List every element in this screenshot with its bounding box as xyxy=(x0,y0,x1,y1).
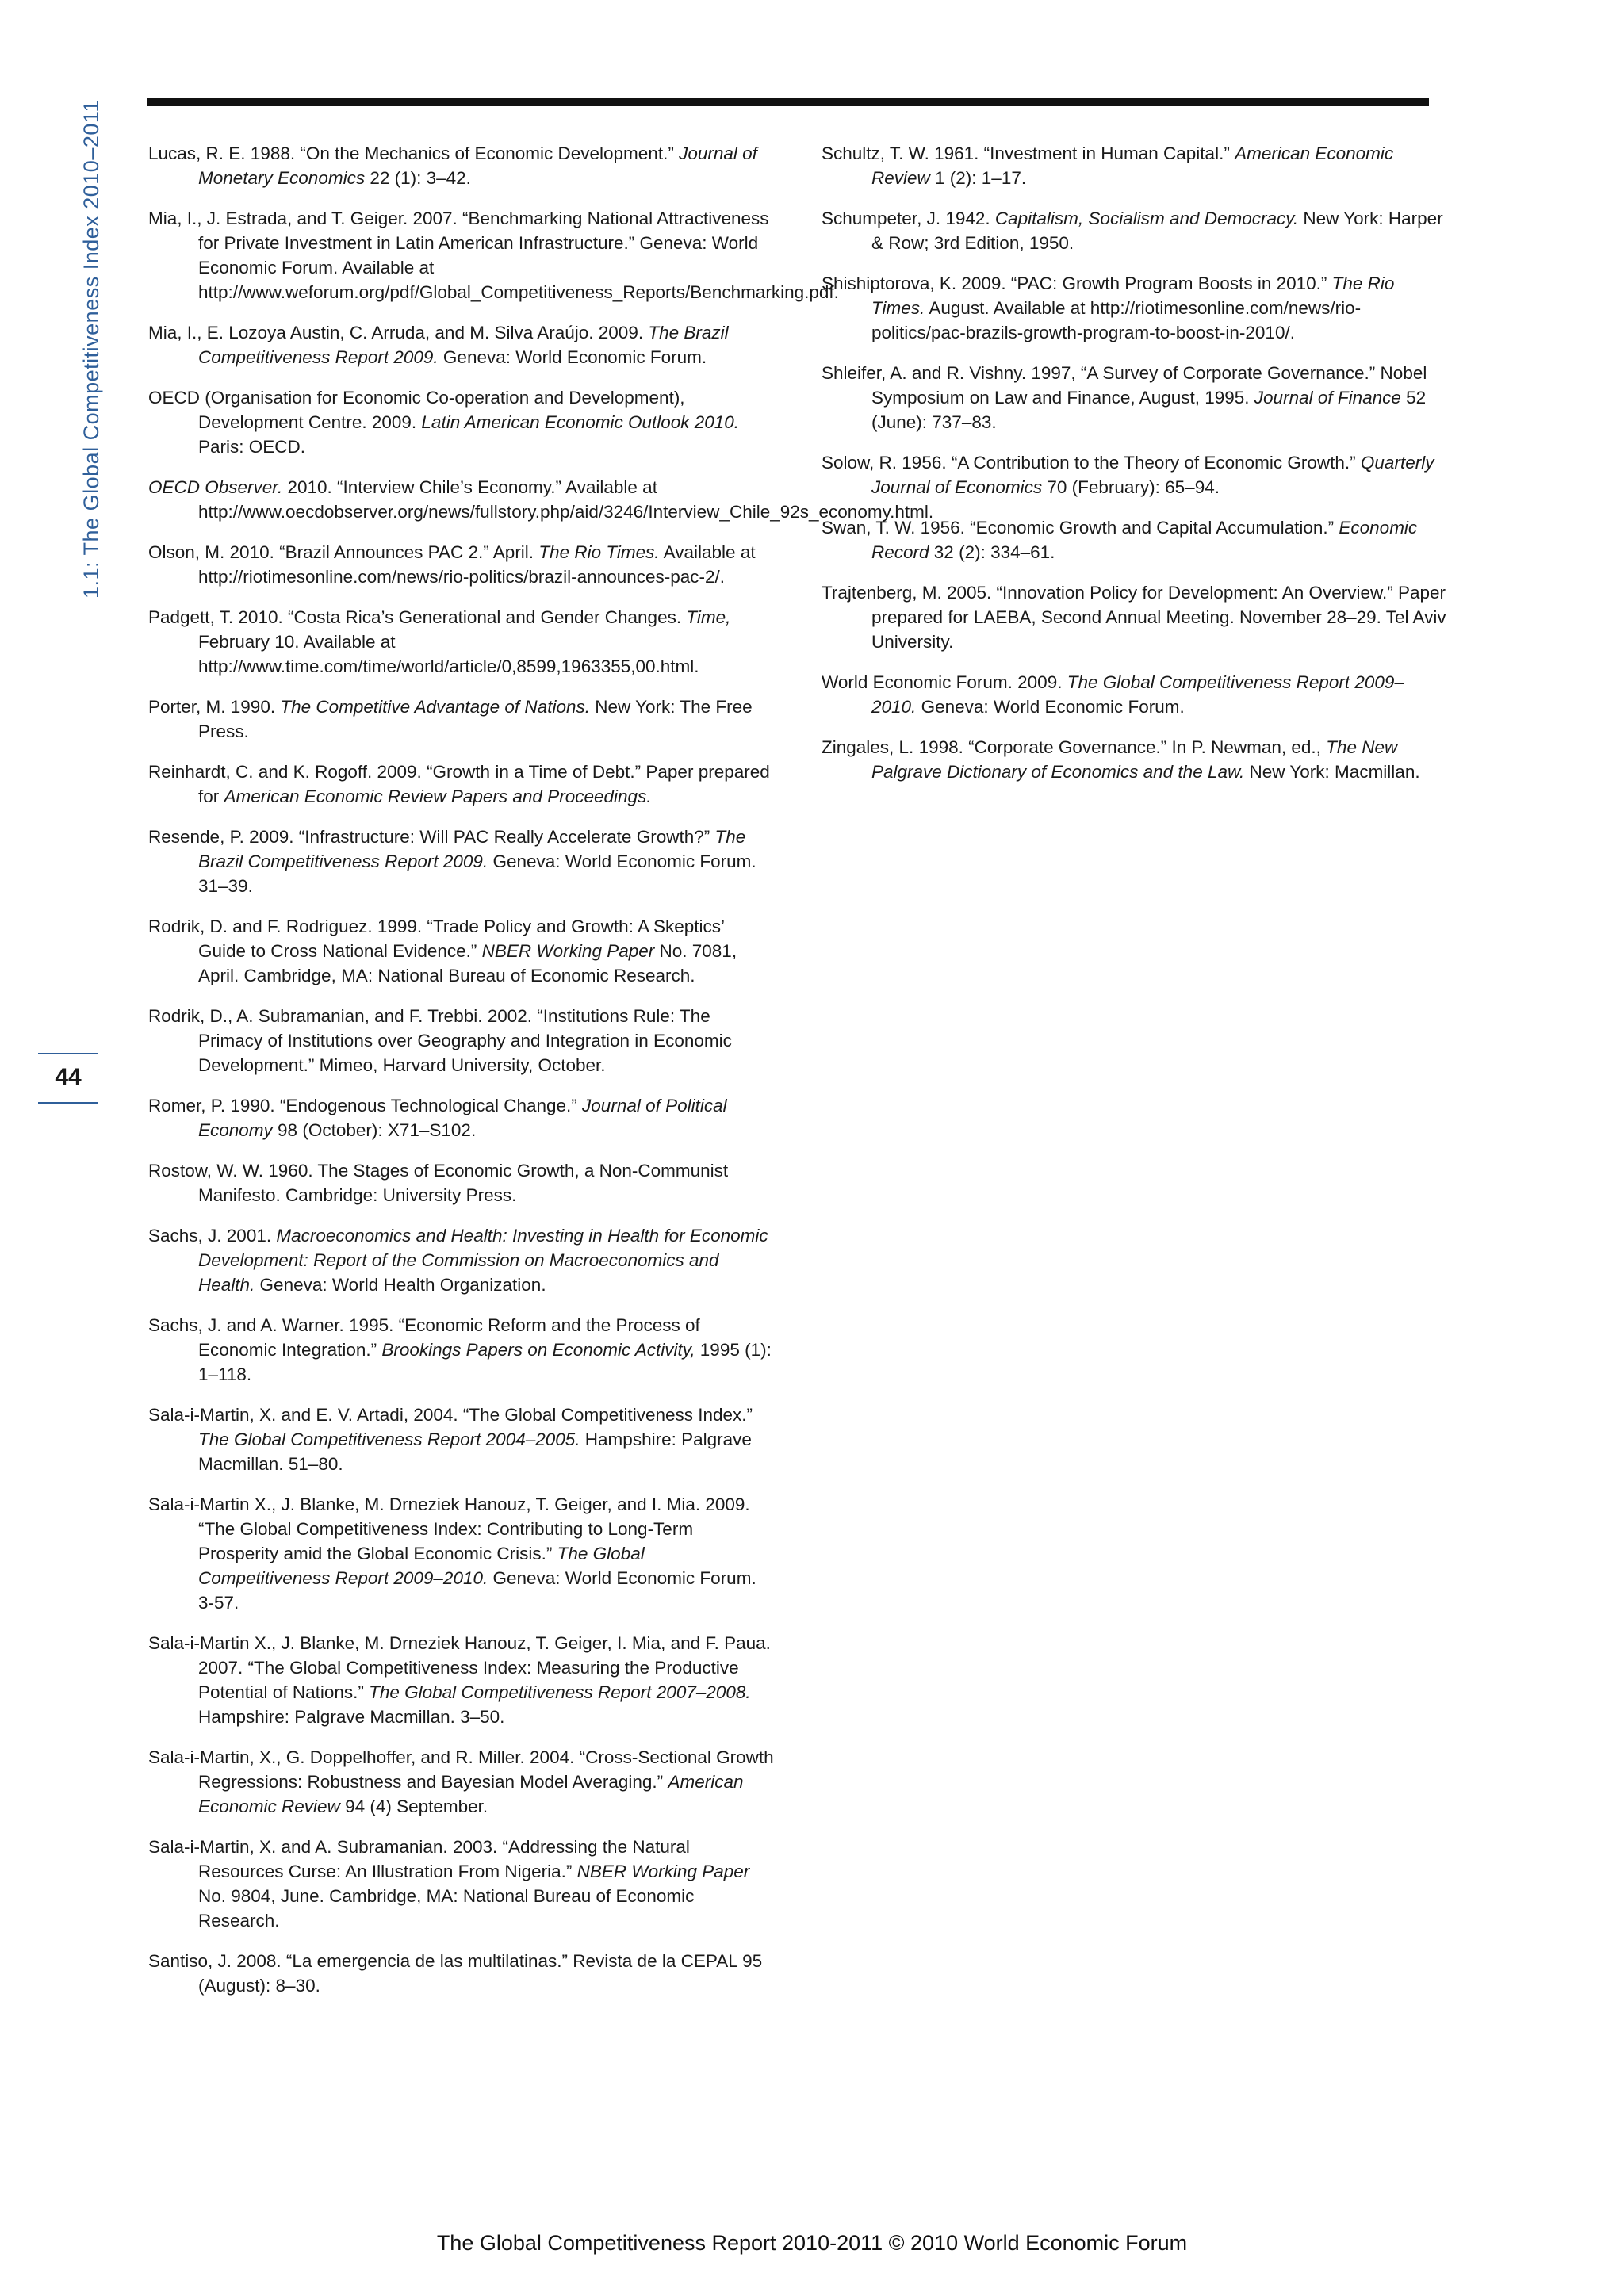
reference-text: OECD (Organisation for Economic Co-operation and Development), Development Centre. 2009. xyxy=(148,388,685,432)
reference-title-italic: NBER Working Paper xyxy=(481,941,655,961)
reference-text: Schultz, T. W. 1961. “Investment in Human Capital.” xyxy=(822,144,1235,163)
reference-entry xyxy=(148,1004,775,1077)
reference-entry xyxy=(148,914,775,988)
reference-text: Padgett, T. 2010. “Costa Rica’s Generational and Gender Changes. xyxy=(148,607,687,627)
reference-title-italic: The Competitive Advantage of Nations. xyxy=(280,697,590,717)
reference-title-italic: Journal of Finance xyxy=(1254,388,1401,408)
reference-text: 94 (4) September. xyxy=(339,1797,488,1816)
reference-title-italic: American Economic Review xyxy=(198,1772,744,1816)
reference-text: New York: The Free Press. xyxy=(198,697,753,741)
reference-title-italic: Time, xyxy=(686,607,731,627)
reference-title-italic: The Brazil Competitiveness Report 2009. xyxy=(198,323,729,367)
reference-entry xyxy=(148,385,775,459)
reference-entry xyxy=(148,540,775,589)
reference-text: 98 (October): X71–S102. xyxy=(272,1120,477,1140)
reference-text: Sala-i-Martin, X. and A. Subramanian. 2003. “Addressing the Natural Resources Curse: An Illustration From Nigeria.” xyxy=(148,1837,690,1881)
reference-text: No. 9804, June. Cambridge, MA: National Bureau of Economic Research. xyxy=(198,1886,695,1931)
references-right-column xyxy=(822,141,1448,800)
reference-text: Geneva: World Economic Forum. xyxy=(438,347,707,367)
reference-text: Rostow, W. W. 1960. The Stages of Economic Growth, a Non-Communist Manifesto. Cambridge: University Press. xyxy=(148,1161,729,1205)
running-title: 1.1: The Global Competitiveness Index 2010–2011 xyxy=(79,100,103,599)
reference-text: February 10. Available at http://www.time.com/time/world/article/0,8599,1963355,00.html. xyxy=(198,632,699,676)
reference-entry xyxy=(822,206,1448,255)
reference-title-italic: Quarterly Journal of Economics xyxy=(871,453,1434,497)
reference-text: Santiso, J. 2008. “La emergencia de las multilatinas.” Revista de la CEPAL 95 (August): 8–30. xyxy=(148,1951,763,1996)
reference-text: Geneva: World Economic Forum. 31–39. xyxy=(198,851,756,896)
reference-text: Geneva: World Economic Forum. xyxy=(916,697,1185,717)
reference-text: New York: Harper & Row; 3rd Edition, 1950. xyxy=(871,209,1443,253)
reference-entry xyxy=(822,670,1448,719)
reference-entry xyxy=(148,141,775,190)
reference-text: Swan, T. W. 1956. “Economic Growth and Capital Accumulation.” xyxy=(822,518,1339,538)
reference-title-italic: OECD Observer. xyxy=(148,477,283,497)
reference-text: Rodrik, D., A. Subramanian, and F. Trebbi. 2002. “Institutions Rule: The Primacy of Institutions over Geography and Integration in Economic Development.” Mimeo, Harvard University, October. xyxy=(148,1006,732,1075)
reference-entry xyxy=(822,580,1448,654)
reference-text: Sachs, J. and A. Warner. 1995. “Economic Reform and the Process of Economic Integration.” xyxy=(148,1315,700,1360)
page-footer: The Global Competitiveness Report 2010-2011 © 2010 World Economic Forum xyxy=(436,2231,1188,2255)
reference-entry xyxy=(148,206,839,304)
reference-entry xyxy=(148,1835,775,1933)
reference-entry xyxy=(148,1158,775,1207)
reference-entry xyxy=(148,1093,775,1142)
reference-title-italic: The Global Competitiveness Report 2009–2010. xyxy=(871,672,1404,717)
reference-text: August. Available at http://riotimesonline.com/news/rio-politics/pac-brazils-growth-program-to-boost-in-2010/. xyxy=(871,298,1362,342)
reference-text: 2010. “Interview Chile’s Economy.” Available at http://www.oecdobserver.org/news/fullstory.php/aid/3246/Interview_Chile_92s_economy.html. xyxy=(198,477,934,522)
reference-title-italic: The Global Competitiveness Report 2009–2010. xyxy=(198,1544,645,1588)
reference-text: Paris: OECD. xyxy=(198,437,306,457)
reference-entry xyxy=(148,605,775,679)
reference-text: Hampshire: Palgrave Macmillan. 3–50. xyxy=(198,1707,505,1727)
reference-title-italic: Economic Record xyxy=(871,518,1418,562)
reference-text: Romer, P. 1990. “Endogenous Technological Change.” xyxy=(148,1096,583,1115)
reference-entry xyxy=(148,1313,775,1387)
reference-text: Sala-i-Martin X., J. Blanke, M. Drneziek Hanouz, T. Geiger, and I. Mia. 2009. “The Global Competitiveness Index: Contributing to Long-Term Prosperity amid the Global Economic Crisis.” xyxy=(148,1494,750,1563)
reference-entry xyxy=(822,735,1448,784)
reference-text: 32 (2): 334–61. xyxy=(929,542,1055,562)
reference-entry xyxy=(822,141,1448,190)
reference-entry xyxy=(822,361,1448,434)
reference-title-italic: The New Palgrave Dictionary of Economics and the Law. xyxy=(871,737,1398,782)
reference-text: Sachs, J. 2001. xyxy=(148,1226,277,1246)
reference-text: Reinhardt, C. and K. Rogoff. 2009. “Growth in a Time of Debt.” Paper prepared for xyxy=(148,762,770,806)
reference-title-italic: American Economic Review Papers and Proceedings. xyxy=(224,786,652,806)
reference-title-italic: The Rio Times. xyxy=(871,274,1395,318)
reference-entry xyxy=(148,1223,775,1297)
reference-entry xyxy=(148,695,775,744)
reference-text: Solow, R. 1956. “A Contribution to the Theory of Economic Growth.” xyxy=(822,453,1361,473)
reference-title-italic: Macroeconomics and Health: Investing in Health for Economic Development: Report of the Commission on Macroeconomics and Health. xyxy=(198,1226,768,1295)
reference-text: 52 (June): 737–83. xyxy=(871,388,1427,432)
reference-title-italic: NBER Working Paper xyxy=(576,1862,750,1881)
reference-title-italic: The Global Competitiveness Report 2004–2005. xyxy=(198,1429,580,1449)
reference-entry xyxy=(148,1492,775,1615)
reference-text: Geneva: World Economic Forum. 3-57. xyxy=(198,1568,756,1613)
reference-text: Trajtenberg, M. 2005. “Innovation Policy for Development: An Overview.” Paper prepared for LAEBA, Second Annual Meeting. November 28–29. Tel Aviv University. xyxy=(822,583,1446,652)
reference-text: 22 (1): 3–42. xyxy=(365,168,471,188)
reference-text: Olson, M. 2010. “Brazil Announces PAC 2.” April. xyxy=(148,542,539,562)
page-number-rule-top xyxy=(38,1053,98,1054)
page-number-rule-bottom xyxy=(38,1102,98,1104)
reference-title-italic: Journal of Political Economy xyxy=(198,1096,727,1140)
reference-entry xyxy=(148,1949,775,1998)
page-number: 44 xyxy=(55,1064,82,1090)
reference-text: Hampshire: Palgrave Macmillan. 51–80. xyxy=(198,1429,752,1474)
reference-text: Sala-i-Martin, X., G. Doppelhoffer, and R. Miller. 2004. “Cross-Sectional Growth Regressions: Robustness and Bayesian Model Averaging.” xyxy=(148,1747,774,1792)
reference-text: 1 (2): 1–17. xyxy=(929,168,1027,188)
reference-title-italic: The Rio Times. xyxy=(538,542,660,562)
reference-entry xyxy=(148,475,934,524)
reference-text: Lucas, R. E. 1988. “On the Mechanics of Economic Development.” xyxy=(148,144,680,163)
reference-text: New York: Macmillan. xyxy=(1244,762,1420,782)
top-rule xyxy=(147,98,1429,106)
reference-text: Mia, I., J. Estrada, and T. Geiger. 2007. “Benchmarking National Attractiveness for Private Investment in Latin American Infrastructure.” Geneva: World Economic Forum. Available at http://www.weforum.org/pdf/Global_Competitiveness_Reports/Benchmarking.pdf. xyxy=(148,209,839,302)
reference-text: 70 (February): 65–94. xyxy=(1042,477,1220,497)
reference-text: Shishiptorova, K. 2009. “PAC: Growth Program Boosts in 2010.” xyxy=(822,274,1332,293)
reference-text: Rodrik, D. and F. Rodriguez. 1999. “Trade Policy and Growth: A Skeptics’ Guide to Cross National Evidence.” xyxy=(148,916,725,961)
reference-text: World Economic Forum. 2009. xyxy=(822,672,1067,692)
reference-text: Resende, P. 2009. “Infrastructure: Will PAC Really Accelerate Growth?” xyxy=(148,827,715,847)
reference-entry xyxy=(822,515,1448,564)
reference-text: Mia, I., E. Lozoya Austin, C. Arruda, and M. Silva Araújo. 2009. xyxy=(148,323,649,342)
reference-text: Geneva: World Health Organization. xyxy=(255,1275,546,1295)
reference-text: Porter, M. 1990. xyxy=(148,697,281,717)
reference-text: Sala-i-Martin, X. and E. V. Artadi, 2004. “The Global Competitiveness Index.” xyxy=(148,1405,753,1425)
reference-title-italic: Journal of Monetary Economics xyxy=(198,144,757,188)
reference-text: Shleifer, A. and R. Vishny. 1997, “A Survey of Corporate Governance.” Nobel Symposium on Law and Finance, August, 1995. xyxy=(822,363,1427,408)
reference-entry xyxy=(148,1745,775,1819)
reference-text: 1995 (1): 1–118. xyxy=(198,1340,772,1384)
reference-text: Sala-i-Martin X., J. Blanke, M. Drneziek Hanouz, T. Geiger, I. Mia, and F. Paua. 2007. “The Global Competitiveness Index: Measuring the Productive Potential of Nations.” xyxy=(148,1633,771,1702)
reference-title-italic: American Economic Review xyxy=(871,144,1394,188)
reference-entry xyxy=(148,1631,775,1729)
reference-entry xyxy=(822,271,1448,345)
reference-text: No. 7081, April. Cambridge, MA: National Bureau of Economic Research. xyxy=(198,941,737,985)
reference-entry xyxy=(148,1402,775,1476)
reference-entry xyxy=(148,760,775,809)
reference-title-italic: The Global Competitiveness Report 2007–2008. xyxy=(369,1682,751,1702)
reference-entry xyxy=(148,825,775,898)
reference-entry xyxy=(822,450,1448,499)
reference-entry xyxy=(148,320,775,369)
reference-text: Available at http://riotimesonline.com/news/rio-politics/brazil-announces-pac-2/. xyxy=(198,542,756,587)
reference-title-italic: Capitalism, Socialism and Democracy. xyxy=(994,209,1299,228)
reference-title-italic: The Brazil Competitiveness Report 2009. xyxy=(198,827,746,871)
reference-title-italic: Latin American Economic Outlook 2010. xyxy=(421,412,740,432)
reference-title-italic: Brookings Papers on Economic Activity, xyxy=(381,1340,695,1360)
reference-text: Zingales, L. 1998. “Corporate Governance.” In P. Newman, ed., xyxy=(822,737,1327,757)
reference-text: Schumpeter, J. 1942. xyxy=(822,209,995,228)
